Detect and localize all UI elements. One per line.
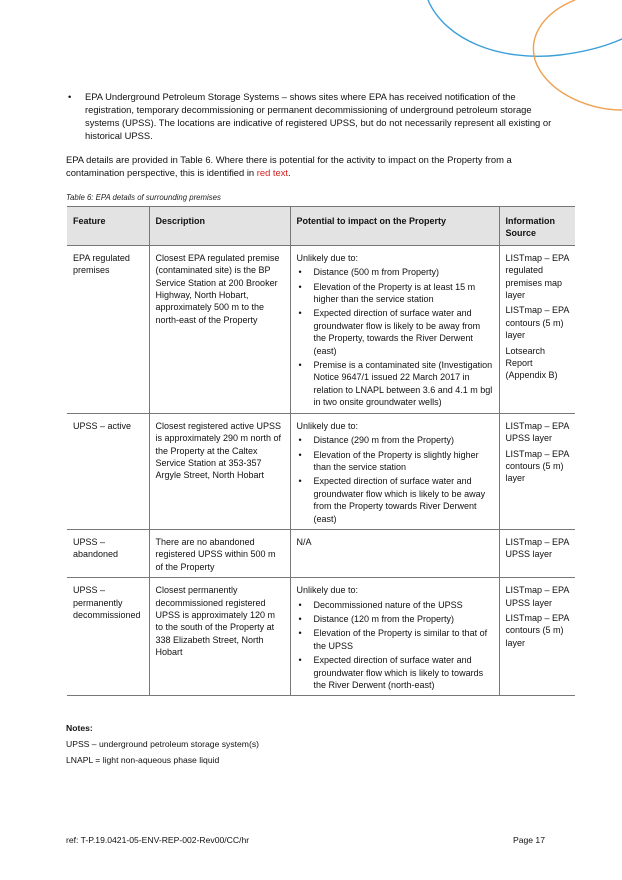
impact-point: • Expected direction of surface water and groundwater flow is likely to be away from the Property, towards the River Derwent (east) bbox=[297, 307, 493, 357]
impact-point: • Distance (500 m from Property) bbox=[297, 266, 493, 278]
description-cell: Closest registered active UPSS is approximately 290 m north of the Property at the Caltex Service Station at 353-357 Argyle Street, North Hobart bbox=[149, 413, 290, 529]
impact-point: • Elevation of the Property is at least 15 m higher than the service station bbox=[297, 281, 493, 306]
source-cell bbox=[499, 245, 575, 413]
source-line: LISTmap – EPA UPSS layer bbox=[505, 585, 569, 608]
table-caption: Table 6: EPA details of surrounding premises bbox=[66, 193, 221, 202]
impact-point: • Elevation of the Property is slightly higher than the service station bbox=[297, 449, 493, 474]
impact-cell bbox=[290, 245, 499, 413]
source-line: LISTmap – EPA contours (5 m) layer bbox=[505, 305, 569, 341]
footer-ref: ref: T-P.19.0421-05-ENV-REP-002-Rev00/CC/hr bbox=[66, 835, 250, 845]
impact-list bbox=[297, 434, 493, 525]
note-line: UPSS – underground petroleum storage system(s) bbox=[66, 739, 259, 749]
impact-point: • Distance (120 m from the Property) bbox=[297, 613, 493, 625]
bullet-dot: • bbox=[68, 91, 72, 102]
table-notes bbox=[66, 720, 566, 768]
impact-intro: Unlikely due to: bbox=[296, 585, 359, 596]
impact-intro: Unlikely due to: bbox=[296, 252, 359, 263]
feature-cell: EPA regulated premises bbox=[67, 245, 149, 413]
intro-paragraph bbox=[66, 153, 566, 179]
impact-point: • Distance (290 m from the Property) bbox=[297, 434, 493, 446]
notes-title: Notes: bbox=[66, 723, 93, 733]
source-line: LISTmap – EPA contours (5 m) layer bbox=[505, 612, 569, 648]
impact-point: • Expected direction of surface water and groundwater flow which is likely to be away from the Property towards River Derwent (east) bbox=[297, 475, 493, 525]
impact-cell bbox=[290, 578, 499, 696]
impact-point: • Elevation of the Property is similar to that of the UPSS bbox=[297, 627, 493, 652]
upss-bullet-text: EPA Underground Petroleum Storage Systems – shows sites where EPA has received notification of the registration, temporary decommissioning or permanent decommissioning of underground petroleum storage systems (UPSS). The locations are indicative of registered UPSS, but do not necessarily represent all existing or historical UPSS. bbox=[85, 91, 552, 141]
intro-red-text: red text bbox=[256, 167, 288, 178]
header-impact: Potential to impact on the Property bbox=[290, 207, 499, 246]
source-line: Lotsearch Report (Appendix B) bbox=[505, 345, 558, 381]
table-row bbox=[67, 578, 575, 696]
epa-details-table bbox=[67, 206, 575, 696]
impact-point: • Decommissioned nature of the UPSS bbox=[297, 599, 493, 611]
source-line: LISTmap – EPA contours (5 m) layer bbox=[505, 448, 569, 484]
header-source: Information Source bbox=[499, 207, 575, 246]
impact-list bbox=[297, 266, 493, 408]
feature-cell: UPSS – permanently decommissioned bbox=[67, 578, 149, 696]
impact-cell bbox=[290, 413, 499, 529]
source-line: LISTmap – EPA regulated premises map layer bbox=[505, 252, 569, 301]
impact-point: • Premise is a contaminated site (Investigation Notice 9647/1 issued 22 March 2017 in relation to LNAPL between 3.6 and 4.1 m bgl in two onsite groundwater wells) bbox=[297, 359, 493, 409]
impact-intro: Unlikely due to: bbox=[296, 420, 359, 431]
source-cell bbox=[499, 529, 575, 577]
description-cell: There are no abandoned registered UPSS within 500 m of the Property bbox=[149, 529, 290, 577]
table-header-row bbox=[67, 207, 575, 246]
source-cell bbox=[499, 413, 575, 529]
table-row bbox=[67, 245, 575, 413]
impact-cell bbox=[290, 529, 499, 577]
impact-point: • Expected direction of surface water and groundwater flow which is likely to towards the River Derwent (north-east) bbox=[297, 654, 493, 691]
description-cell: Closest EPA regulated premise (contaminated site) is the BP Service Station at 200 Brooker Highway, North Hobart, approximately 500 m to the north-east of the Property bbox=[149, 245, 290, 413]
note-line: LNAPL = light non-aqueous phase liquid bbox=[66, 755, 220, 765]
intro-end: . bbox=[288, 167, 291, 178]
source-line: LISTmap – EPA UPSS layer bbox=[505, 420, 569, 444]
table-row bbox=[67, 529, 575, 577]
impact-list bbox=[297, 599, 493, 692]
feature-cell: UPSS – abandoned bbox=[67, 529, 149, 577]
blue-curve bbox=[428, 0, 622, 56]
source-line: LISTmap – EPA UPSS layer bbox=[505, 536, 569, 560]
source-cell bbox=[499, 578, 575, 696]
page-number: Page 17 bbox=[512, 835, 545, 845]
description-cell: Closest permanently decommissioned registered UPSS is approximately 120 m to the south of the Property at 338 Elizabeth Street, North Hobart bbox=[149, 578, 290, 696]
intro-text: EPA details are provided in Table 6. Where there is potential for the activity to impact on the Property from a contamination perspective, this is identified in bbox=[66, 154, 512, 178]
table-row bbox=[67, 413, 575, 529]
page-footer bbox=[66, 835, 545, 845]
upss-bullet-paragraph bbox=[66, 90, 566, 142]
feature-cell: UPSS – active bbox=[67, 413, 149, 529]
header-feature: Feature bbox=[67, 207, 149, 246]
impact-intro: N/A bbox=[296, 536, 312, 547]
header-description: Description bbox=[149, 207, 290, 246]
